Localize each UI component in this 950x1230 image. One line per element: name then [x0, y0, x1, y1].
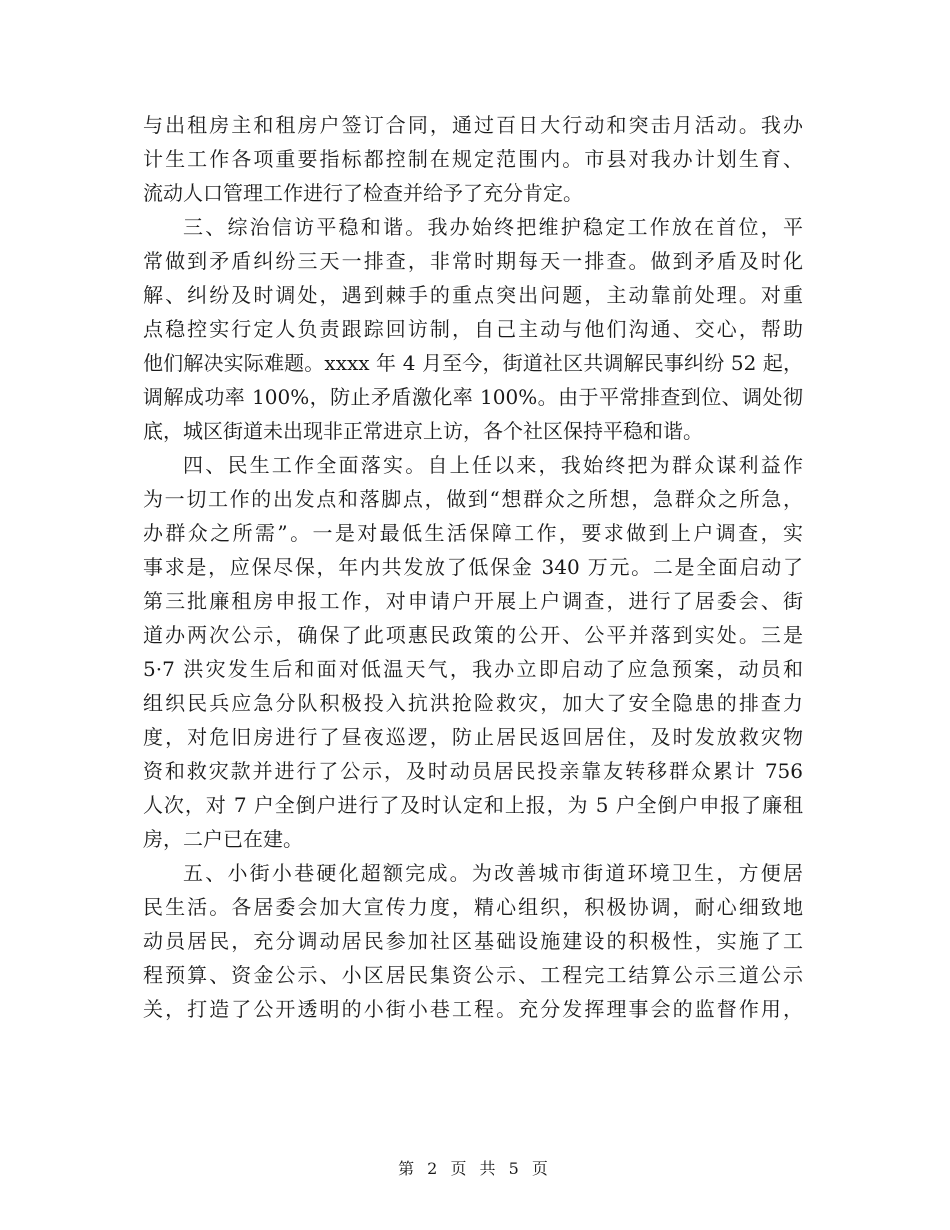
text-line: 为一切工作的出发点和落脚点，做到“想群众之所想，急群众之所急，: [143, 487, 803, 511]
text-line: 调解成功率 100%，防止矛盾激化率 100%。由于平常排查到位、调处彻: [143, 385, 803, 409]
text-line: 计生工作各项重要指标都控制在规定范围内。市县对我办计划生育、: [143, 147, 803, 171]
text-line: 事求是，应保尽保，年内共发放了低保金 340 万元。二是全面启动了: [143, 555, 803, 579]
text-line: 点稳控实行定人负责跟踪回访制，自己主动与他们沟通、交心，帮助: [143, 317, 803, 341]
page-footer: 第 2 页 共 5 页: [398, 1159, 552, 1178]
text-line: 组织民兵应急分队积极投入抗洪抢险救灾，加大了安全隐患的排查力: [143, 691, 803, 715]
text-line: 底，城区街道未出现非正常进京上访，各个社区保持平稳和谐。: [143, 419, 703, 443]
text-line: 5·7 洪灾发生后和面对低温天气，我办立即启动了应急预案，动员和: [143, 657, 803, 681]
text-line: 资和救灾款并进行了公示，及时动员居民投亲靠友转移群众累计 756: [143, 759, 803, 783]
document-body: [143, 108, 803, 1026]
text-line: 动员居民，充分调动居民参加社区基础设施建设的积极性，实施了工: [143, 929, 803, 953]
text-line: 关，打造了公开透明的小街小巷工程。充分发挥理事会的监督作用，: [143, 997, 803, 1021]
text-line: 流动人口管理工作进行了检查并给予了充分肯定。: [143, 181, 583, 205]
text-line: 解、纠纷及时调处，遇到棘手的重点突出问题，主动靠前处理。对重: [143, 283, 803, 307]
text-line: 办群众之所需”。一是对最低生活保障工作，要求做到上户调查，实: [143, 521, 803, 545]
text-line: 常做到矛盾纠纷三天一排查，非常时期每天一排查。做到矛盾及时化: [143, 249, 803, 273]
text-line: 第三批廉租房申报工作，对申请户开展上户调查，进行了居委会、街: [143, 589, 803, 613]
text-line: 房，二户已在建。: [143, 827, 303, 851]
text-line: 程预算、资金公示、小区居民集资公示、工程完工结算公示三道公示: [143, 963, 803, 987]
text-line: 民生活。各居委会加大宣传力度，精心组织，积极协调，耐心细致地: [143, 895, 803, 919]
text-line: 他们解决实际难题。xxxx 年 4 月至今，街道社区共调解民事纠纷 52 起，: [143, 351, 803, 375]
text-line: 五、小街小巷硬化超额完成。为改善城市街道环境卫生，方便居: [183, 861, 803, 885]
text-line: 人次，对 7 户全倒户进行了及时认定和上报，为 5 户全倒户申报了廉租: [143, 793, 803, 817]
text-line: 四、民生工作全面落实。自上任以来，我始终把为群众谋利益作: [183, 453, 803, 477]
text-line: 度，对危旧房进行了昼夜巡逻，防止居民返回居住，及时发放救灾物: [143, 725, 803, 749]
text-line: 三、综治信访平稳和谐。我办始终把维护稳定工作放在首位，平: [183, 215, 803, 239]
text-line: 道办两次公示，确保了此项惠民政策的公开、公平并落到实处。三是: [143, 623, 803, 647]
text-line: 与出租房主和租房户签订合同，通过百日大行动和突击月活动。我办: [143, 113, 803, 137]
